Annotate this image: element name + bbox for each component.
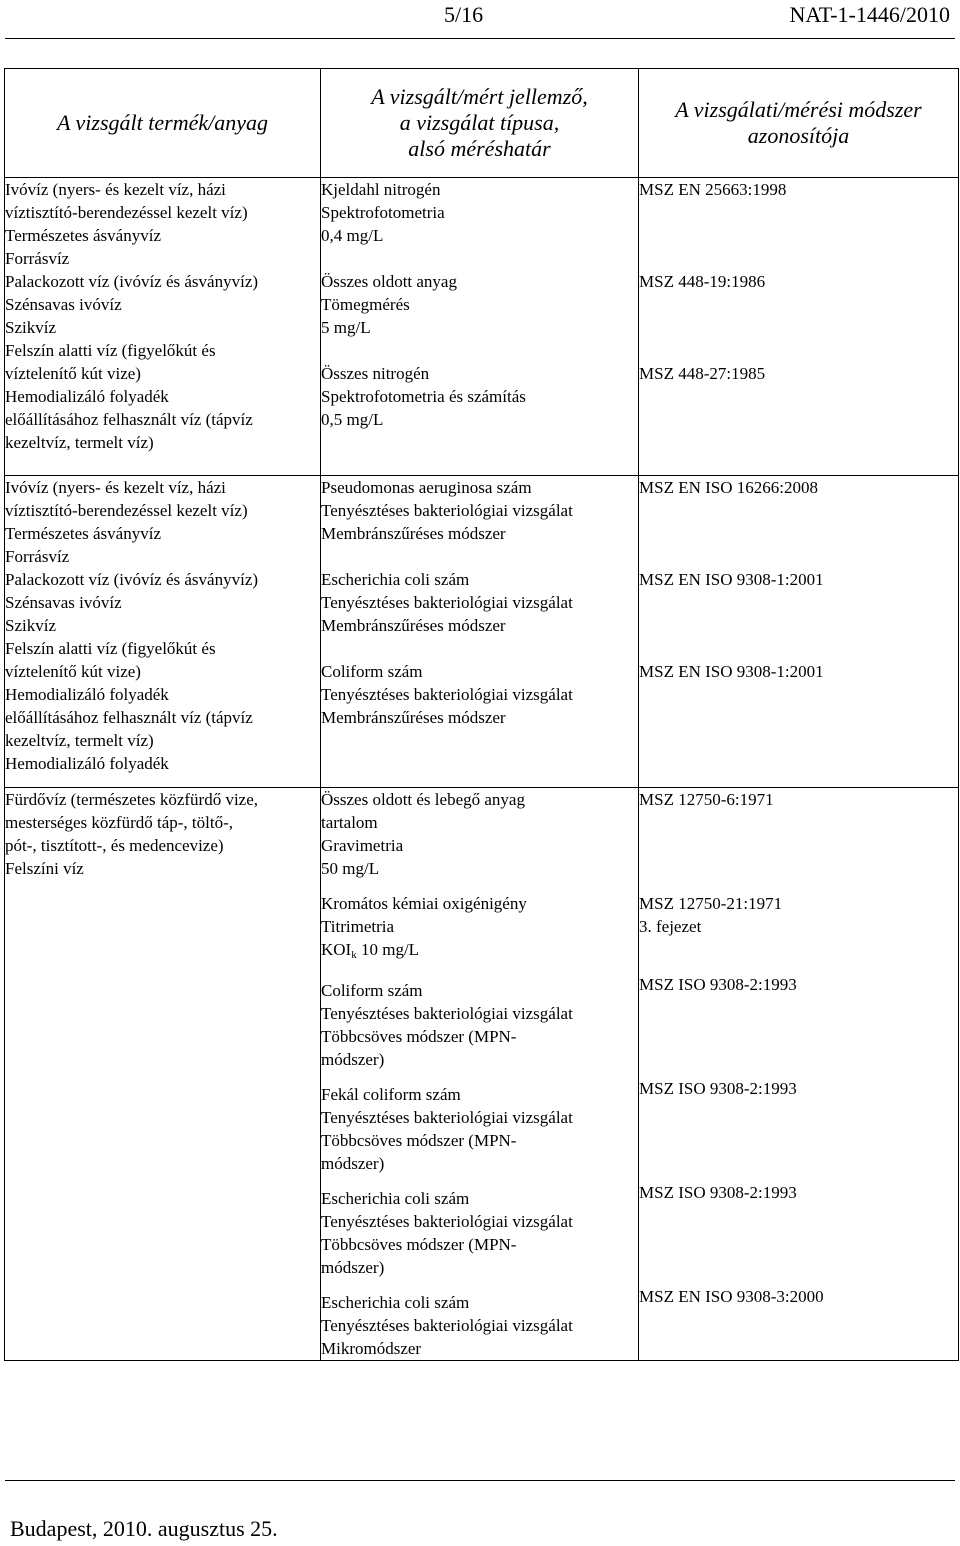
method-cell xyxy=(639,476,959,788)
page-number: 5/16 xyxy=(444,2,484,27)
parameter-line: módszer) xyxy=(321,1154,385,1173)
product-line: kezeltvíz, termelt víz) xyxy=(5,433,154,452)
parameter-line: Coliform szám xyxy=(321,662,423,681)
parameter-line: Összes oldott anyag xyxy=(321,272,457,291)
parameter-line: Spektrofotometria és számítás xyxy=(321,387,526,406)
column-header-line: a vizsgálat típusa, xyxy=(399,110,560,135)
parameter-line: Tenyésztéses bakteriológiai vizsgálat xyxy=(321,1316,573,1335)
product-line: Ivóvíz (nyers- és kezelt víz, házi xyxy=(5,478,226,497)
product-line: Fürdővíz (természetes közfürdő vize, xyxy=(5,790,259,809)
product-line: Szikvíz xyxy=(5,616,56,635)
parameter-line: Membránszűréses módszer xyxy=(321,616,506,635)
table-row xyxy=(5,788,959,1361)
parameter-line: Összes nitrogén xyxy=(321,364,430,383)
product-line: Felszíni víz xyxy=(5,859,84,878)
product-line: Felszín alatti víz (figyelőkút és xyxy=(5,341,216,360)
parameter-line: Membránszűréses módszer xyxy=(321,708,506,727)
parameter-item xyxy=(321,979,638,1071)
parameter-line: 5 mg/L xyxy=(321,318,371,337)
parameter-line: Mikromódszer xyxy=(321,1339,422,1358)
parameter-line: Többcsöves módszer (MPN- xyxy=(321,1027,517,1046)
parameter-item xyxy=(321,178,638,247)
parameter-line: 0,4 mg/L xyxy=(321,226,384,245)
product-line: Természetes ásványvíz xyxy=(5,524,161,543)
table-body xyxy=(5,178,959,1361)
product-line: Szénsavas ivóvíz xyxy=(5,295,122,314)
method-line: MSZ 448-19:1986 xyxy=(639,272,766,291)
header-rule xyxy=(5,38,955,39)
product-line: kezeltvíz, termelt víz) xyxy=(5,731,154,750)
parameter-item xyxy=(321,660,638,729)
method-line: MSZ ISO 9308-2:1993 xyxy=(639,1183,797,1202)
method-line: MSZ ISO 9308-2:1993 xyxy=(639,975,797,994)
parameter-line: 0,5 mg/L xyxy=(321,410,384,429)
product-line: víztisztító-berendezéssel kezelt víz) xyxy=(5,501,248,520)
column-header-line: alsó méréshatár xyxy=(408,136,551,161)
product-line: víztisztító-berendezéssel kezelt víz) xyxy=(5,203,248,222)
parameter-line: Tömegmérés xyxy=(321,295,410,314)
product-cell xyxy=(5,476,321,788)
method-line: MSZ 12750-21:1971 xyxy=(639,894,783,913)
parameter-line: Összes oldott és lebegő anyag xyxy=(321,790,525,809)
method-line: MSZ EN ISO 9308-1:2001 xyxy=(639,570,824,589)
parameter-item xyxy=(321,1291,638,1360)
product-cell xyxy=(5,788,321,1361)
product-line: víztelenítő kút vize) xyxy=(5,364,141,383)
product-line: Palackozott víz (ivóvíz és ásványvíz) xyxy=(5,272,259,291)
parameter-line: Tenyésztéses bakteriológiai vizsgálat xyxy=(321,685,573,704)
column-header-product xyxy=(5,69,321,178)
method-line: MSZ 448-27:1985 xyxy=(639,364,766,383)
parameter-line: Gravimetria xyxy=(321,836,404,855)
parameter-line: Escherichia coli szám xyxy=(321,570,470,589)
method-item xyxy=(639,270,958,339)
parameter-line: módszer) xyxy=(321,1050,385,1069)
parameter-item xyxy=(321,892,638,967)
method-line: 3. fejezet xyxy=(639,917,702,936)
product-line: Természetes ásványvíz xyxy=(5,226,161,245)
parameter-line xyxy=(321,938,638,967)
method-item xyxy=(639,362,958,431)
parameter-line: Fekál coliform szám xyxy=(321,1085,461,1104)
parameter-line: Tenyésztéses bakteriológiai vizsgálat xyxy=(321,501,573,520)
method-line: MSZ 12750-6:1971 xyxy=(639,790,774,809)
parameter-line: Titrimetria xyxy=(321,917,395,936)
table-header-row xyxy=(5,69,959,178)
method-line: MSZ ISO 9308-2:1993 xyxy=(639,1079,797,1098)
column-header-line: A vizsgált/mért jellemző, xyxy=(371,84,588,109)
method-item xyxy=(639,973,958,1065)
product-line: Hemodializáló folyadék xyxy=(5,754,169,773)
parameter-line: Coliform szám xyxy=(321,981,423,1000)
method-line: MSZ EN ISO 16266:2008 xyxy=(639,478,818,497)
parameter-item xyxy=(321,476,638,545)
parameter-item xyxy=(321,362,638,431)
product-line: víztelenítő kút vize) xyxy=(5,662,141,681)
parameter-line: Kjeldahl nitrogén xyxy=(321,180,441,199)
parameter-line: Pseudomonas aeruginosa szám xyxy=(321,478,532,497)
parameter-line: tartalom xyxy=(321,813,378,832)
product-line: mesterséges közfürdő táp-, töltő-, xyxy=(5,813,234,832)
parameter-item xyxy=(321,1187,638,1279)
footer-place-date: Budapest, 2010. augusztus 25. xyxy=(10,1516,278,1541)
product-line: előállításához felhasznált víz (tápvíz xyxy=(5,410,253,429)
table-row xyxy=(5,178,959,476)
parameter-line: Escherichia coli szám xyxy=(321,1293,470,1312)
column-header-line: A vizsgálati/mérési módszer xyxy=(675,97,922,122)
parameter-cell xyxy=(321,476,639,788)
method-line: MSZ EN ISO 9308-1:2001 xyxy=(639,662,824,681)
method-cell xyxy=(639,788,959,1361)
method-item xyxy=(639,1285,958,1354)
product-line: Hemodializáló folyadék xyxy=(5,685,169,704)
parameter-line: Tenyésztéses bakteriológiai vizsgálat xyxy=(321,1212,573,1231)
method-item xyxy=(639,1181,958,1273)
parameter-line: Spektrofotometria xyxy=(321,203,445,222)
column-header-line: A vizsgált termék/anyag xyxy=(57,110,268,135)
parameter-line: 50 mg/L xyxy=(321,859,380,878)
parameter-line: Escherichia coli szám xyxy=(321,1189,470,1208)
method-item xyxy=(639,660,958,729)
method-line: MSZ EN ISO 9308-3:2000 xyxy=(639,1287,824,1306)
product-line: Forrásvíz xyxy=(5,249,70,268)
parameter-item xyxy=(321,788,638,880)
method-line: MSZ EN 25663:1998 xyxy=(639,180,787,199)
parameter-item xyxy=(321,1083,638,1175)
parameter-line: Kromátos kémiai oxigénigény xyxy=(321,894,527,913)
parameter-text: KOI xyxy=(321,940,352,959)
parameter-line: Többcsöves módszer (MPN- xyxy=(321,1235,517,1254)
product-line: Hemodializáló folyadék xyxy=(5,387,169,406)
method-item xyxy=(639,476,958,545)
product-cell xyxy=(5,178,321,476)
table-row xyxy=(5,476,959,788)
method-item xyxy=(639,178,958,247)
parameter-line: Tenyésztéses bakteriológiai vizsgálat xyxy=(321,593,573,612)
parameter-text: 10 mg/L xyxy=(356,940,420,959)
method-item xyxy=(639,568,958,637)
product-line: Szikvíz xyxy=(5,318,56,337)
parameter-line: Membránszűréses módszer xyxy=(321,524,506,543)
product-line: Ivóvíz (nyers- és kezelt víz, házi xyxy=(5,180,226,199)
column-header-line: azonosítója xyxy=(747,123,850,148)
parameter-item xyxy=(321,568,638,637)
product-line: Forrásvíz xyxy=(5,547,70,566)
parameter-cell xyxy=(321,178,639,476)
method-item xyxy=(639,788,958,880)
product-line: Szénsavas ivóvíz xyxy=(5,593,122,612)
method-item xyxy=(639,1077,958,1169)
footer-rule xyxy=(5,1480,955,1481)
method-cell xyxy=(639,178,959,476)
parameter-line: Többcsöves módszer (MPN- xyxy=(321,1131,517,1150)
column-header-parameter xyxy=(321,69,639,178)
parameter-line: módszer) xyxy=(321,1258,385,1277)
product-line: pót-, tisztított-, és medencevize) xyxy=(5,836,224,855)
method-item xyxy=(639,892,958,961)
product-line: Palackozott víz (ivóvíz és ásványvíz) xyxy=(5,570,259,589)
product-line: Felszín alatti víz (figyelőkút és xyxy=(5,639,216,658)
parameter-item xyxy=(321,270,638,339)
parameter-subscript: k xyxy=(351,949,357,961)
parameter-line: Tenyésztéses bakteriológiai vizsgálat xyxy=(321,1004,573,1023)
parameter-cell xyxy=(321,788,639,1361)
accreditation-table xyxy=(4,68,959,1361)
column-header-method xyxy=(639,69,959,178)
product-line: előállításához felhasznált víz (tápvíz xyxy=(5,708,253,727)
parameter-line: Tenyésztéses bakteriológiai vizsgálat xyxy=(321,1108,573,1127)
document-id: NAT-1-1446/2010 xyxy=(789,2,950,27)
